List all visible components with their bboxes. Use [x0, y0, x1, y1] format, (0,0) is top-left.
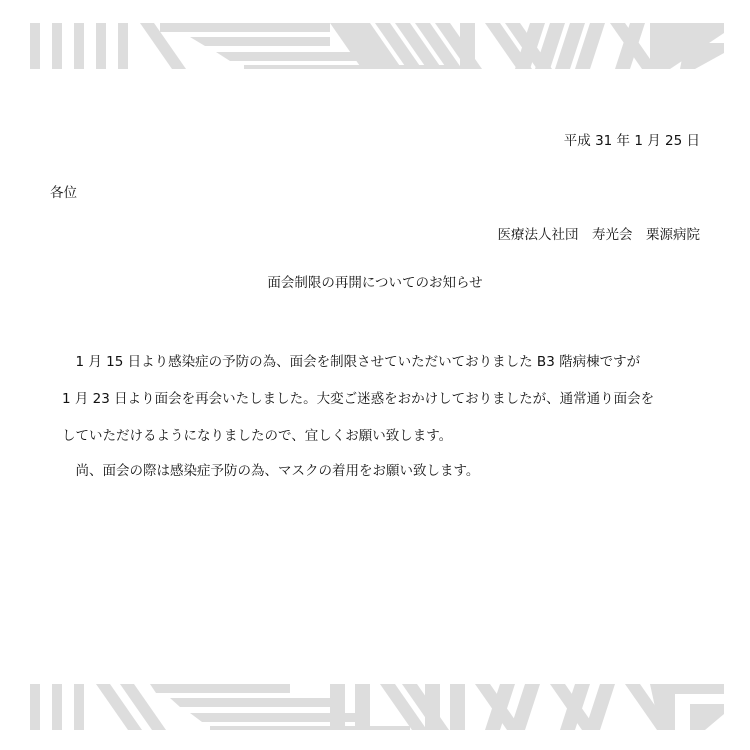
notice-title: 面会制限の再開についてのお知らせ	[267, 275, 483, 291]
body-line-1: 1 月 15 日より感染症の予防の為、面会を制限させていただいておりました B3 階病棟ですが	[62, 354, 641, 370]
decorative-stripe-band-top	[30, 23, 724, 69]
document-date: 平成 31 年 1 月 25 日	[563, 133, 700, 149]
body-line-2: 1 月 23 日より面会を再会いたしました。大変ご迷惑をおかけしておりましたが、通常通り面会を	[62, 391, 655, 407]
recipient-salutation: 各位	[50, 185, 77, 201]
decorative-stripe-band-bottom	[30, 684, 724, 730]
sender-organization: 医療法人社団 寿光会 栗源病院	[497, 227, 700, 243]
body-line-3: していただけるようになりましたので、宜しくお願い致します。	[62, 428, 453, 444]
body-line-4: 尚、面会の際は感染症予防の為、マスクの着用をお願い致します。	[62, 463, 480, 479]
